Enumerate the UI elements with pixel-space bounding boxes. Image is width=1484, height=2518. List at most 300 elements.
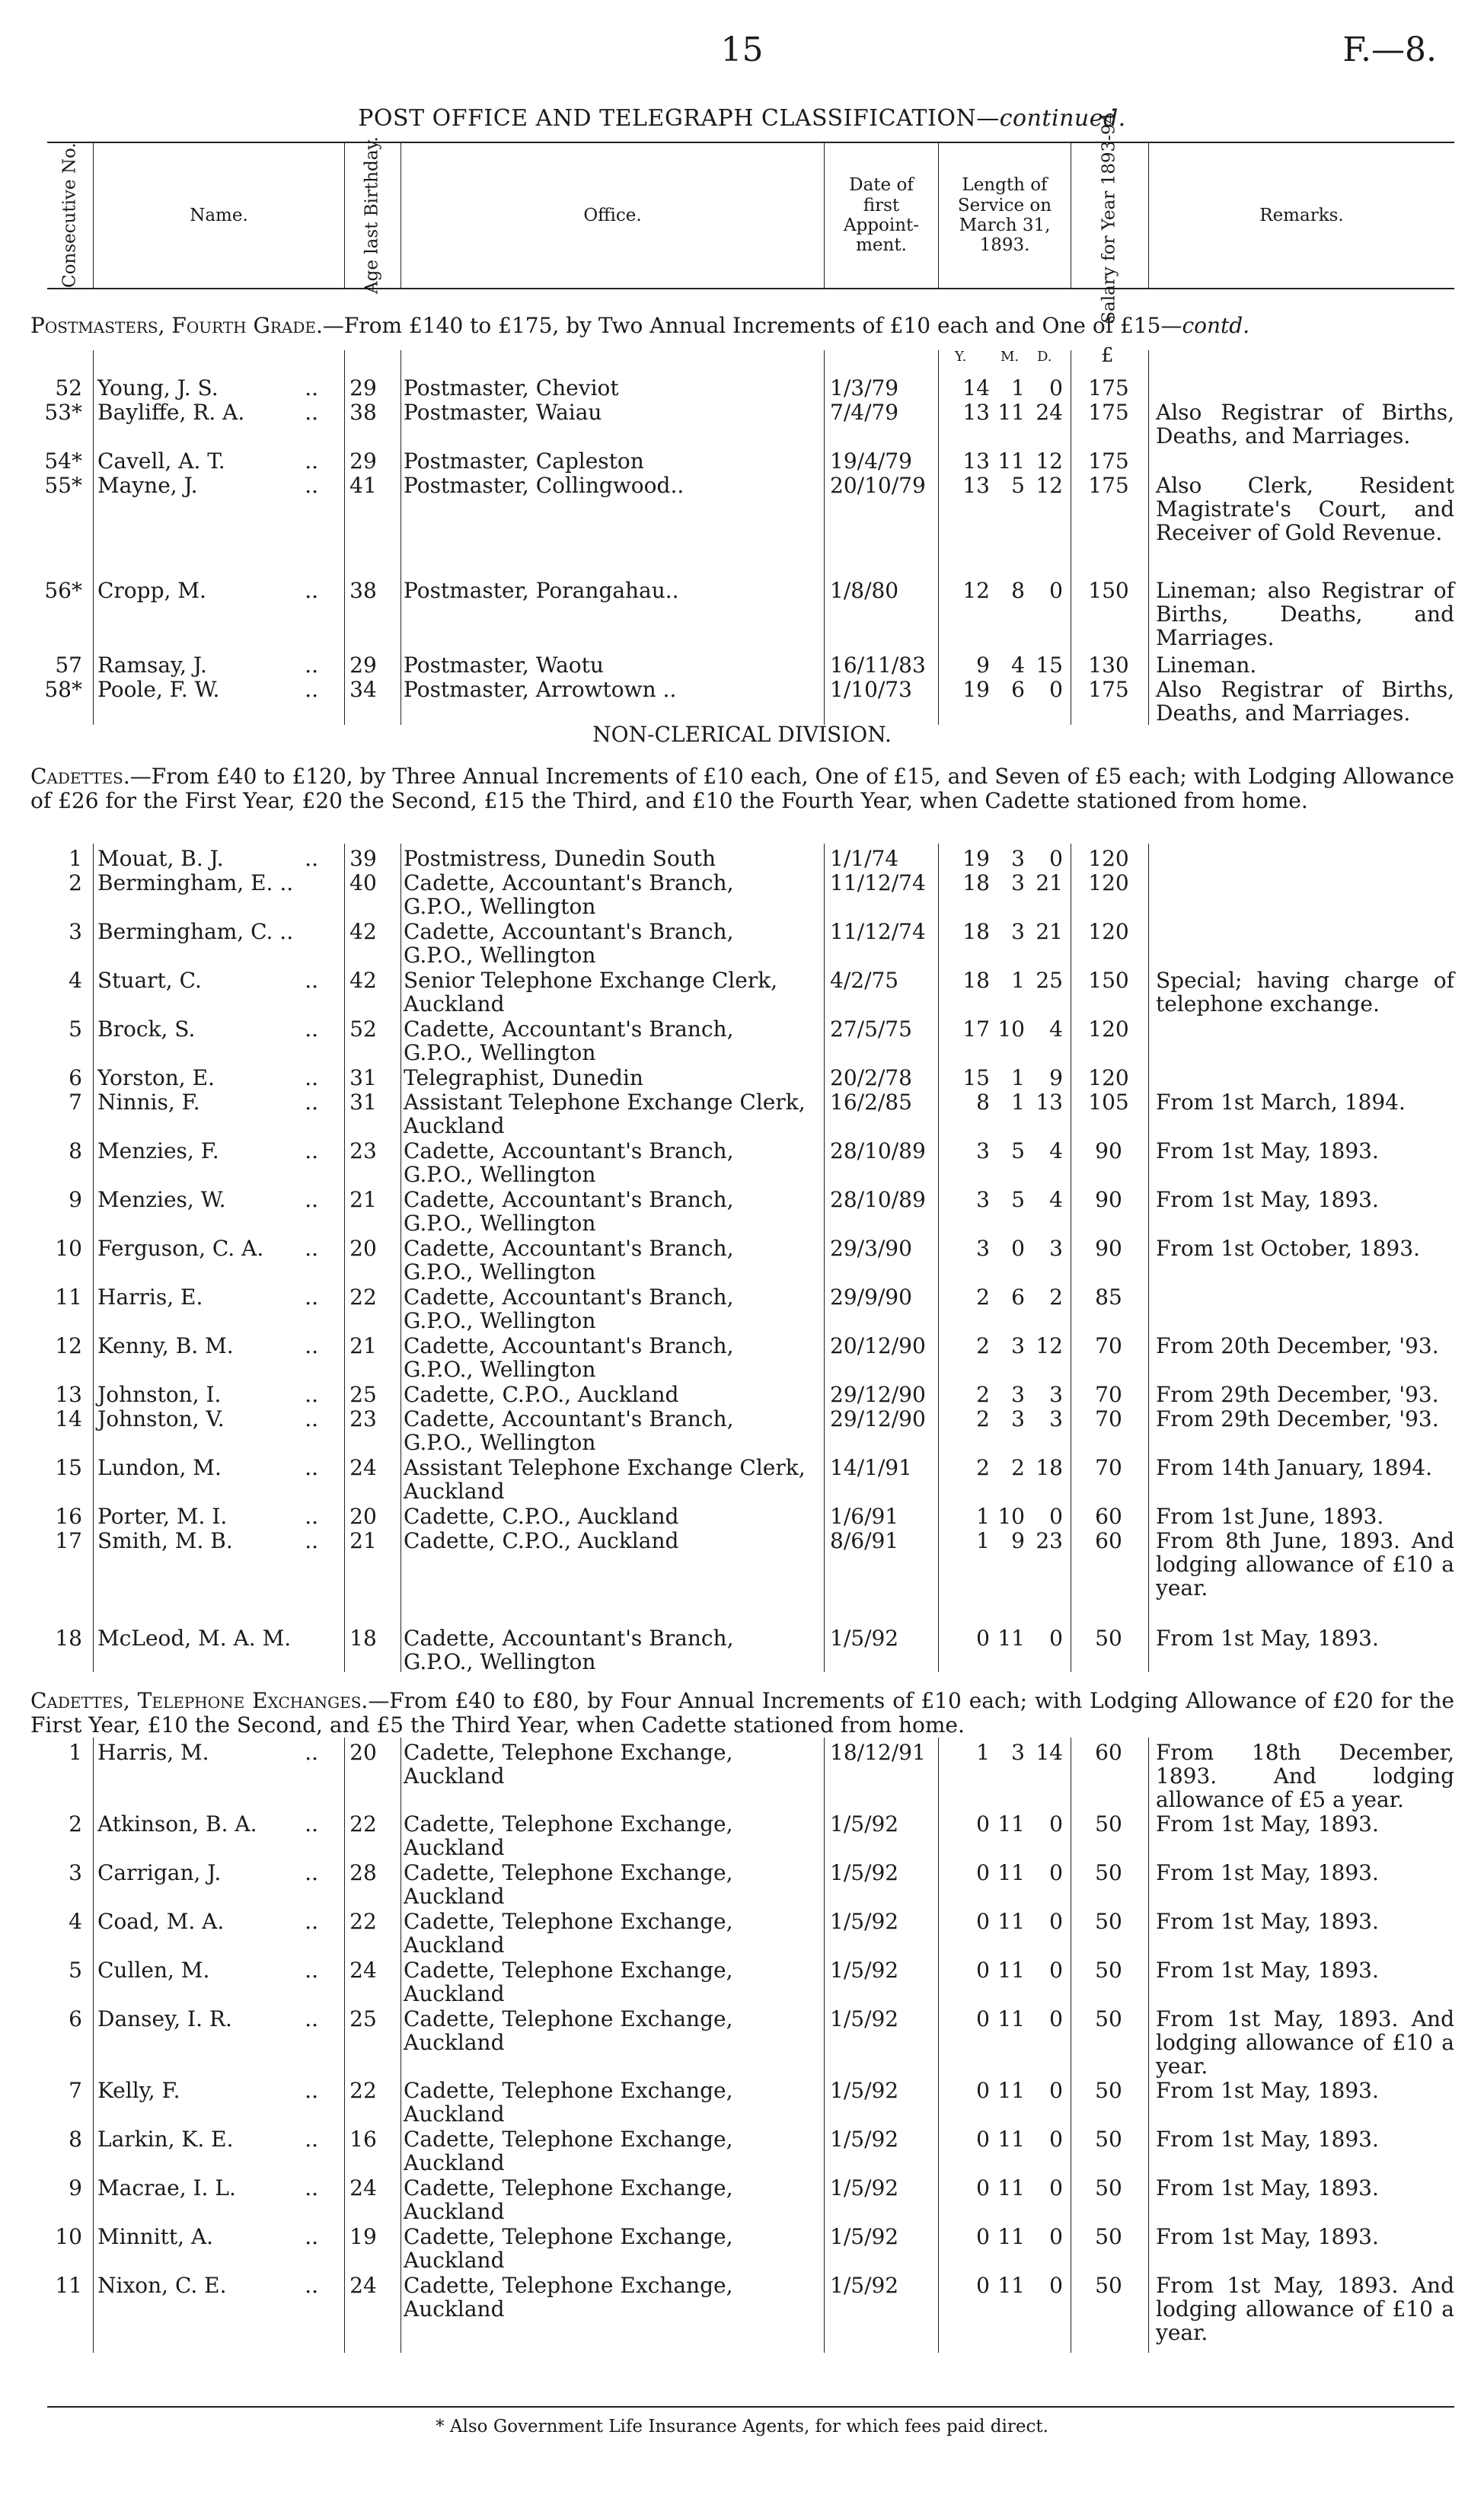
row-office: Postmaster, Porangahau.. [404, 578, 679, 603]
row-salary: 85 [1095, 1285, 1122, 1310]
row-appointment-date: 8/6/91 [830, 1528, 899, 1553]
row-age: 20 [349, 1740, 377, 1765]
row-salary: 150 [1088, 578, 1129, 603]
row-service-years: 18 [962, 968, 990, 993]
row-service-days: 12 [1036, 473, 1063, 498]
row-name: McLeod, M. A. M. [97, 1626, 292, 1651]
row-leader-dots: .. [305, 1016, 318, 1042]
row-service-months: 6 [1011, 677, 1025, 702]
row-number: 15 [55, 1455, 82, 1480]
row-age: 24 [349, 1455, 377, 1480]
table-row [0, 1407, 1484, 1453]
row-service-days: 0 [1049, 1958, 1063, 1983]
section-heading-text: —From £140 to £175, by Two Annual Increments of £10 each and One of £15— [322, 313, 1182, 338]
row-service-days: 0 [1049, 2175, 1063, 2200]
row-service-years: 18 [962, 870, 990, 895]
row-service-months: 11 [997, 1909, 1025, 1934]
row-leader-dots: .. [305, 2273, 318, 2298]
row-office: Cadette, Accountant's Branch, G.P.O., Wellington [404, 1187, 734, 1236]
row-service-years: 1 [976, 1740, 990, 1765]
row-name: Menzies, F. [97, 1138, 219, 1163]
row-appointment-date: 11/12/74 [830, 870, 926, 895]
row-service-days: 18 [1036, 1455, 1063, 1480]
row-appointment-date: 20/12/90 [830, 1333, 926, 1358]
row-name: Ninnis, F. [97, 1090, 200, 1115]
row-salary: 50 [1095, 2078, 1122, 2103]
row-salary: 70 [1095, 1406, 1122, 1431]
row-office: Postmaster, Waotu [404, 653, 604, 678]
row-remarks: From 1st May, 1893. And lodging allowance of £10 a year. [1156, 2006, 1454, 2079]
row-appointment-date: 28/10/89 [830, 1187, 926, 1212]
row-name: Minnitt, A. [97, 2224, 214, 2249]
unit-years: Y. [955, 349, 967, 365]
row-remarks: From 29th December, '93. [1156, 1406, 1439, 1431]
row-office: Cadette, Telephone Exchange, Auckland [404, 1740, 733, 1789]
row-leader-dots: .. [305, 1382, 318, 1407]
row-age: 25 [349, 2006, 377, 2031]
row-number: 3 [69, 1860, 82, 1885]
row-office: Postmaster, Collingwood.. [404, 473, 685, 498]
row-service-days: 4 [1049, 1187, 1063, 1212]
row-service-days: 0 [1049, 578, 1063, 603]
row-appointment-date: 14/1/91 [830, 1455, 912, 1480]
row-age: 25 [349, 1382, 377, 1407]
row-salary: 175 [1088, 473, 1129, 498]
row-service-days: 21 [1036, 870, 1063, 895]
row-office: Cadette, Accountant's Branch, G.P.O., Wellington [404, 1016, 734, 1065]
unit-pound: £ [1101, 344, 1114, 367]
row-service-years: 2 [976, 1285, 990, 1310]
row-leader-dots: .. [305, 448, 318, 474]
row-name: Kenny, B. M. [97, 1333, 234, 1358]
row-service-months: 1 [1011, 1065, 1025, 1090]
row-number: 4 [69, 968, 82, 993]
row-service-years: 0 [976, 2273, 990, 2298]
row-office: Telegraphist, Dunedin [404, 1065, 643, 1090]
row-service-years: 13 [962, 448, 990, 474]
row-leader-dots: .. [305, 1236, 318, 1261]
row-service-years: 19 [962, 846, 990, 871]
row-service-days: 0 [1049, 1504, 1063, 1529]
row-remarks: From 29th December, '93. [1156, 1382, 1439, 1407]
row-salary: 70 [1095, 1333, 1122, 1358]
row-remarks: From 1st May, 1893. [1156, 1860, 1379, 1885]
row-salary: 120 [1088, 1065, 1129, 1090]
row-age: 29 [349, 653, 377, 678]
row-service-days: 12 [1036, 448, 1063, 474]
row-age: 23 [349, 1406, 377, 1431]
row-salary: 120 [1088, 919, 1129, 944]
row-appointment-date: 7/4/79 [830, 400, 899, 425]
row-service-years: 13 [962, 473, 990, 498]
table-row [0, 1090, 1484, 1136]
row-service-days: 9 [1049, 1065, 1063, 1090]
row-age: 31 [349, 1090, 377, 1115]
row-age: 24 [349, 1958, 377, 1983]
row-appointment-date: 1/5/92 [830, 2078, 899, 2103]
row-number: 7 [69, 1090, 82, 1115]
row-leader-dots: .. [305, 1406, 318, 1431]
row-appointment-date: 29/12/90 [830, 1406, 926, 1431]
row-name: Poole, F. W. [97, 677, 220, 702]
row-service-months: 10 [997, 1504, 1025, 1529]
row-office: Cadette, Telephone Exchange, Auckland [404, 2078, 733, 2127]
row-name: Mayne, J. [97, 473, 198, 498]
row-service-months: 5 [1011, 1138, 1025, 1163]
row-leader-dots: .. [305, 2175, 318, 2200]
row-leader-dots: .. [305, 1860, 318, 1885]
row-service-years: 0 [976, 1626, 990, 1651]
row-name: Atkinson, B. A. [97, 1811, 257, 1837]
row-service-years: 2 [976, 1382, 990, 1407]
col-head-remarks: Remarks. [1259, 205, 1344, 225]
row-office: Postmaster, Waiau [404, 400, 602, 425]
row-service-days: 12 [1036, 1333, 1063, 1358]
row-leader-dots: .. [305, 1187, 318, 1212]
row-appointment-date: 1/5/92 [830, 1860, 899, 1885]
table-row [0, 2273, 1484, 2345]
row-appointment-date: 29/12/90 [830, 1382, 926, 1407]
row-number: 16 [55, 1504, 82, 1529]
row-age: 21 [349, 1187, 377, 1212]
title-main: POST OFFICE AND TELEGRAPH CLASSIFICATION— [358, 105, 1000, 132]
table-row [0, 1958, 1484, 2004]
row-service-years: 2 [976, 1333, 990, 1358]
row-office: Postmistress, Dunedin South [404, 846, 716, 871]
row-number: 1 [69, 1740, 82, 1765]
row-remarks: From 1st May, 1893. [1156, 2175, 1379, 2200]
row-number: 1 [69, 846, 82, 871]
row-leader-dots: .. [305, 578, 318, 603]
row-name: Mouat, B. J. [97, 846, 224, 871]
row-office: Cadette, C.P.O., Auckland [404, 1382, 679, 1407]
row-number: 10 [55, 2224, 82, 2249]
table-row [0, 871, 1484, 917]
row-office: Cadette, Telephone Exchange, Auckland [404, 1860, 733, 1909]
row-name: Cullen, M. [97, 1958, 210, 1983]
row-leader-dots: .. [305, 1285, 318, 1310]
row-number: 11 [55, 1285, 82, 1310]
row-service-months: 6 [1011, 1285, 1025, 1310]
row-name: Bayliffe, R. A. [97, 400, 245, 425]
row-remarks: From 1st May, 1893. [1156, 2078, 1379, 2103]
row-name: Coad, M. A. [97, 1909, 225, 1934]
row-name: Nixon, C. E. [97, 2273, 227, 2298]
row-age: 21 [349, 1333, 377, 1358]
row-leader-dots: .. [305, 1528, 318, 1553]
row-name: Carrigan, J. [97, 1860, 222, 1885]
row-salary: 50 [1095, 2175, 1122, 2200]
row-salary: 120 [1088, 846, 1129, 871]
row-service-months: 11 [997, 2273, 1025, 2298]
row-age: 22 [349, 2078, 377, 2103]
row-remarks: From 1st March, 1894. [1156, 1090, 1406, 1115]
row-appointment-date: 18/12/91 [830, 1740, 926, 1765]
row-service-months: 11 [997, 1626, 1025, 1651]
row-remarks: From 14th January, 1894. [1156, 1455, 1433, 1480]
row-name: Bermingham, E. .. [97, 870, 294, 895]
row-number: 53* [44, 400, 82, 425]
col-head-name: Name. [190, 205, 248, 225]
row-service-years: 15 [962, 1065, 990, 1090]
row-number: 13 [55, 1382, 82, 1407]
row-salary: 90 [1095, 1187, 1122, 1212]
row-age: 19 [349, 2224, 377, 2249]
row-office: Cadette, Accountant's Branch, G.P.O., Wellington [404, 1236, 734, 1285]
row-name: Yorston, E. [97, 1065, 215, 1090]
row-leader-dots: .. [305, 1455, 318, 1480]
col-head-date: Date of first Appoint-ment. [843, 175, 920, 256]
table-row [0, 2176, 1484, 2222]
row-leader-dots: .. [305, 2127, 318, 2152]
table-row [0, 2127, 1484, 2173]
row-age: 22 [349, 1811, 377, 1837]
section-heading-tail: contd. [1182, 313, 1250, 338]
row-office: Cadette, Telephone Exchange, Auckland [404, 2224, 733, 2273]
row-name: Johnston, I. [97, 1382, 222, 1407]
row-service-years: 0 [976, 1909, 990, 1934]
row-number: 54* [44, 448, 82, 474]
row-remarks: Also Clerk, Resident Magistrate's Court, and Receiver of Gold Revenue. [1156, 473, 1454, 545]
row-number: 5 [69, 1016, 82, 1042]
row-name: Larkin, K. E. [97, 2127, 234, 2152]
col-head-length: Length of Service on March 31, 1893. [957, 175, 1052, 256]
row-number: 12 [55, 1333, 82, 1358]
row-service-days: 14 [1036, 1740, 1063, 1765]
page-number: 15 [720, 30, 764, 69]
row-leader-dots: .. [305, 2006, 318, 2031]
row-age: 38 [349, 578, 377, 603]
row-service-years: 3 [976, 1236, 990, 1261]
row-number: 8 [69, 2127, 82, 2152]
row-number: 57 [55, 653, 82, 678]
row-salary: 50 [1095, 1958, 1122, 1983]
row-salary: 50 [1095, 1860, 1122, 1885]
section-heading-postmasters [30, 314, 1454, 338]
row-salary: 175 [1088, 677, 1129, 702]
row-service-days: 23 [1036, 1528, 1063, 1553]
row-office: Cadette, Telephone Exchange, Auckland [404, 2175, 733, 2224]
table-row [0, 1812, 1484, 1858]
row-leader-dots: .. [305, 653, 318, 678]
row-salary: 70 [1095, 1455, 1122, 1480]
col-head-salary [1071, 107, 1148, 324]
row-service-years: 1 [976, 1504, 990, 1529]
row-service-days: 4 [1049, 1138, 1063, 1163]
row-office: Cadette, Accountant's Branch, G.P.O., Wellington [404, 1138, 734, 1187]
row-appointment-date: 1/1/74 [830, 846, 899, 871]
row-leader-dots: .. [305, 1065, 318, 1090]
row-office: Cadette, Accountant's Branch, G.P.O., Wellington [404, 919, 734, 968]
row-office: Assistant Telephone Exchange Clerk, Auckland [404, 1455, 806, 1504]
row-appointment-date: 20/10/79 [830, 473, 926, 498]
footnote: * Also Government Life Insurance Agents, for which fees paid direct. [436, 2417, 1048, 2437]
row-service-years: 14 [962, 375, 990, 401]
col-head-consecutive-text: Consecutive No. [59, 142, 80, 289]
row-appointment-date: 11/12/74 [830, 919, 926, 944]
row-service-months: 11 [997, 2224, 1025, 2249]
row-service-months: 3 [1011, 1333, 1025, 1358]
row-name: Cropp, M. [97, 578, 206, 603]
row-appointment-date: 29/3/90 [830, 1236, 912, 1261]
section-heading-text: —From £40 to £80, by Four Annual Increments of £10 each; with Lodging Allowance of £20 for the First Year, £10 the Second, and £5 the Third Year, when Cadette stationed from home. [30, 1688, 1455, 1738]
row-remarks: From 1st May, 1893. [1156, 1909, 1379, 1934]
row-name: Macrae, I. L. [97, 2175, 236, 2200]
row-service-years: 0 [976, 2078, 990, 2103]
row-number: 6 [69, 2006, 82, 2031]
table-row [0, 1528, 1484, 1600]
row-number: 58* [44, 677, 82, 702]
table-row [0, 919, 1484, 968]
row-salary: 175 [1088, 448, 1129, 474]
table-row [0, 1740, 1484, 1812]
row-leader-dots: .. [305, 375, 318, 401]
row-name: Brock, S. [97, 1016, 196, 1042]
row-service-days: 24 [1036, 400, 1063, 425]
table-row [0, 1861, 1484, 1907]
row-service-days: 0 [1049, 1811, 1063, 1837]
row-number: 17 [55, 1528, 82, 1553]
section-heading-cadettes [30, 764, 1454, 813]
row-service-months: 11 [997, 1958, 1025, 1983]
row-service-years: 0 [976, 2127, 990, 2152]
row-service-months: 3 [1011, 846, 1025, 871]
table-row [0, 1909, 1484, 1958]
row-number: 52 [55, 375, 82, 401]
row-service-months: 3 [1011, 1740, 1025, 1765]
row-leader-dots: .. [305, 1811, 318, 1837]
row-service-years: 8 [976, 1090, 990, 1115]
row-service-months: 2 [1011, 1455, 1025, 1480]
row-salary: 60 [1095, 1504, 1122, 1529]
row-service-days: 21 [1036, 919, 1063, 944]
row-appointment-date: 1/5/92 [830, 1811, 899, 1837]
row-office: Cadette, Telephone Exchange, Auckland [404, 1909, 733, 1958]
row-service-days: 3 [1049, 1382, 1063, 1407]
row-service-months: 5 [1011, 1187, 1025, 1212]
row-service-days: 0 [1049, 2127, 1063, 2152]
row-service-years: 13 [962, 400, 990, 425]
col-head-office: Office. [583, 205, 642, 225]
table-row [0, 473, 1484, 545]
row-age: 24 [349, 2175, 377, 2200]
table-row [0, 1626, 1484, 1672]
row-name: Porter, M. I. [97, 1504, 228, 1529]
row-service-years: 3 [976, 1187, 990, 1212]
row-age: 39 [349, 846, 377, 871]
row-office: Cadette, Accountant's Branch, G.P.O., Wellington [404, 1333, 734, 1382]
row-appointment-date: 1/5/92 [830, 2006, 899, 2031]
section-heading-telephone [30, 1689, 1454, 1738]
row-age: 20 [349, 1236, 377, 1261]
row-remarks: From 18th December, 1893. And lodging allowance of £5 a year. [1156, 1740, 1454, 1812]
row-remarks: Also Registrar of Births, Deaths, and Marriages. [1156, 400, 1454, 448]
row-name: Harris, M. [97, 1740, 209, 1765]
row-office: Cadette, Accountant's Branch, G.P.O., Wellington [404, 1406, 734, 1455]
row-remarks: From 1st May, 1893. [1156, 1626, 1379, 1651]
header-bottom-rule [47, 288, 1454, 289]
row-service-years: 0 [976, 2006, 990, 2031]
row-service-years: 0 [976, 1958, 990, 1983]
row-office: Cadette, Accountant's Branch, G.P.O., Wellington [404, 1626, 734, 1674]
row-age: 42 [349, 919, 377, 944]
row-remarks: Also Registrar of Births, Deaths, and Marriages. [1156, 677, 1454, 726]
row-remarks: From 1st May, 1893. [1156, 1187, 1379, 1212]
row-name: Smith, M. B. [97, 1528, 233, 1553]
row-name: Bermingham, C. .. [97, 919, 294, 944]
row-service-days: 15 [1036, 653, 1063, 678]
row-leader-dots: .. [305, 846, 318, 871]
row-remarks: From 20th December, '93. [1156, 1333, 1439, 1358]
row-remarks: Lineman; also Registrar of Births, Deaths, and Marriages. [1156, 578, 1454, 650]
row-remarks: From 8th June, 1893. And lodging allowance of £10 a year. [1156, 1528, 1454, 1600]
row-office: Cadette, C.P.O., Auckland [404, 1504, 679, 1529]
row-service-days: 0 [1049, 2273, 1063, 2298]
row-salary: 175 [1088, 400, 1129, 425]
col-head-consecutive [47, 143, 93, 288]
col-head-age-text: Age last Birthday. [362, 136, 382, 295]
row-remarks: From 1st October, 1893. [1156, 1236, 1420, 1261]
row-salary: 60 [1095, 1740, 1122, 1765]
row-service-months: 1 [1011, 375, 1025, 401]
row-salary: 50 [1095, 2224, 1122, 2249]
row-appointment-date: 20/2/78 [830, 1065, 912, 1090]
row-leader-dots: .. [305, 1138, 318, 1163]
row-age: 29 [349, 375, 377, 401]
row-salary: 120 [1088, 1016, 1129, 1042]
row-service-days: 0 [1049, 1860, 1063, 1885]
row-appointment-date: 1/5/92 [830, 2273, 899, 2298]
row-appointment-date: 19/4/79 [830, 448, 912, 474]
row-service-months: 1 [1011, 1090, 1025, 1115]
row-number: 7 [69, 2078, 82, 2103]
row-service-years: 17 [962, 1016, 990, 1042]
row-service-days: 13 [1036, 1090, 1063, 1115]
col-head-salary-text: Salary for Year 1893-94. [1099, 107, 1119, 324]
row-appointment-date: 1/3/79 [830, 375, 899, 401]
row-number: 8 [69, 1138, 82, 1163]
row-age: 29 [349, 448, 377, 474]
row-leader-dots: .. [305, 1333, 318, 1358]
row-service-days: 0 [1049, 2078, 1063, 2103]
table-row [0, 2078, 1484, 2127]
row-service-days: 0 [1049, 846, 1063, 871]
section-heading-label: Cadettes, Telephone Exchanges. [30, 1688, 369, 1713]
row-office: Cadette, Telephone Exchange, Auckland [404, 2127, 733, 2175]
row-office: Cadette, Telephone Exchange, Auckland [404, 2273, 733, 2322]
row-age: 21 [349, 1528, 377, 1553]
table-row [0, 1285, 1484, 1331]
row-remarks: From 1st May, 1893. And lodging allowance of £10 a year. [1156, 2273, 1454, 2345]
unit-days: D. [1037, 349, 1052, 365]
row-service-days: 4 [1049, 1016, 1063, 1042]
row-appointment-date: 29/9/90 [830, 1285, 912, 1310]
row-salary: 90 [1095, 1138, 1122, 1163]
row-remarks: From 1st May, 1893. [1156, 1138, 1379, 1163]
row-service-years: 9 [976, 653, 990, 678]
row-salary: 50 [1095, 1909, 1122, 1934]
table-row [0, 1236, 1484, 1285]
row-office: Cadette, C.P.O., Auckland [404, 1528, 679, 1553]
unit-months: M. [1001, 349, 1020, 365]
row-leader-dots: .. [305, 473, 318, 498]
row-age: 31 [349, 1065, 377, 1090]
row-service-days: 0 [1049, 1626, 1063, 1651]
row-office: Postmaster, Capleston [404, 448, 644, 474]
row-service-days: 0 [1049, 2224, 1063, 2249]
row-service-years: 0 [976, 1860, 990, 1885]
table-row [0, 969, 1484, 1014]
